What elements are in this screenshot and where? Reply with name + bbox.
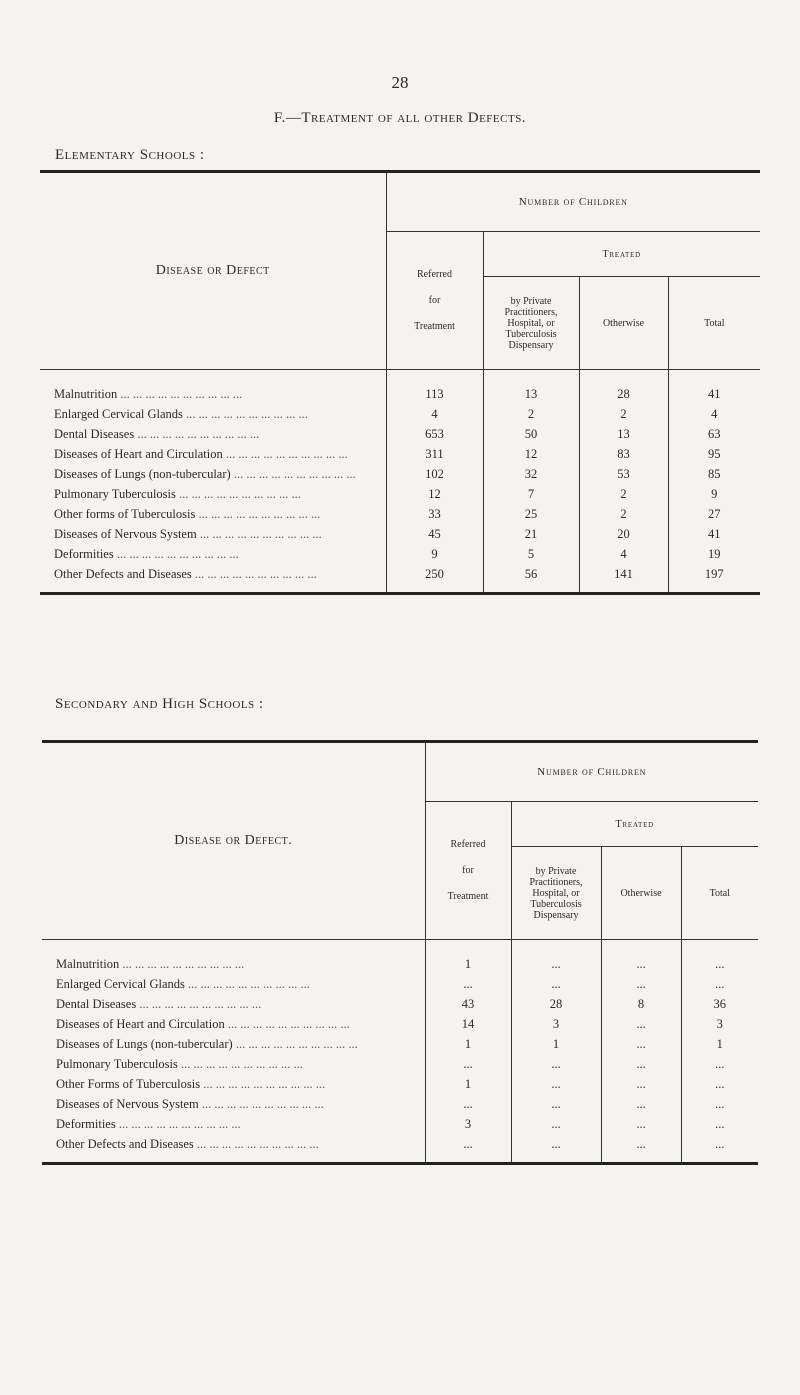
- spacer-cell: [511, 940, 601, 955]
- leader-dots: ... ... ... ... ... ... ... ... ... ...: [134, 426, 260, 441]
- table-row: [40, 564, 760, 584]
- disease-cell: [40, 444, 386, 464]
- total-cell: ...: [681, 954, 758, 974]
- private-cell: 7: [483, 484, 579, 504]
- table-row: [40, 444, 760, 464]
- private-label-line: by Private: [535, 865, 577, 877]
- otherwise-cell: 83: [579, 444, 668, 464]
- referred-cell: 12: [386, 484, 483, 504]
- for-label: for: [462, 864, 474, 876]
- leader-dots: ... ... ... ... ... ... ... ... ... ...: [230, 466, 356, 481]
- total-cell: 85: [668, 464, 760, 484]
- total-cell: ...: [681, 974, 758, 994]
- elementary-table-body: [40, 370, 760, 594]
- disease-cell: [42, 1034, 425, 1054]
- otherwise-cell: ...: [601, 954, 681, 974]
- otherwise-cell: 8: [601, 994, 681, 1014]
- treated-header: Treated: [483, 232, 760, 277]
- spacer-cell: [681, 940, 758, 955]
- referred-cell: 4: [386, 404, 483, 424]
- page-number: 28: [391, 73, 409, 92]
- leader-dots: ... ... ... ... ... ... ... ... ... ...: [182, 406, 308, 421]
- table-row: [42, 1094, 758, 1114]
- private-cell: 25: [483, 504, 579, 524]
- disease-cell: [40, 404, 386, 424]
- spacer-row: [40, 370, 760, 385]
- referred-cell: 9: [386, 544, 483, 564]
- table-row: [42, 954, 758, 974]
- disease-label: Other Defects and Diseases: [54, 566, 192, 581]
- disease-cell: [40, 384, 386, 404]
- elementary-schools-table: [40, 170, 760, 595]
- disease-label: Malnutrition: [54, 386, 118, 401]
- referred-cell: 1: [425, 1034, 511, 1054]
- disease-label: Enlarged Cervical Glands: [54, 406, 183, 421]
- disease-cell: [40, 464, 386, 484]
- table-row: [42, 974, 758, 994]
- spacer-row: [40, 584, 760, 594]
- leader-dots: ... ... ... ... ... ... ... ... ... ...: [198, 1096, 324, 1111]
- private-practitioners-header: [511, 847, 601, 940]
- number-of-children-header: Number of Children: [425, 742, 758, 802]
- disease-label: Dental Diseases: [56, 996, 137, 1011]
- total-cell: 4: [668, 404, 760, 424]
- private-label-line: Dispensary: [533, 909, 579, 921]
- total-cell: ...: [681, 1074, 758, 1094]
- spacer-cell: [386, 584, 483, 594]
- disease-cell: [40, 484, 386, 504]
- secondary-schools-table: [42, 740, 758, 1165]
- private-label-line: Practitioners,: [504, 306, 558, 318]
- table-row: [42, 1014, 758, 1034]
- disease-cell: [40, 524, 386, 544]
- otherwise-cell: 4: [579, 544, 668, 564]
- total-header: Total: [668, 277, 760, 370]
- private-cell: 32: [483, 464, 579, 484]
- table-row: [40, 544, 760, 564]
- private-cell: ...: [511, 1094, 601, 1114]
- disease-label: Other Forms of Tuberculosis: [56, 1076, 201, 1091]
- spacer-cell: [668, 370, 760, 385]
- disease-label: Diseases of Lungs (non-tubercular): [56, 1036, 233, 1051]
- total-cell: 1: [681, 1034, 758, 1054]
- leader-dots: ... ... ... ... ... ... ... ... ... ...: [193, 1136, 319, 1151]
- table-row: [40, 484, 760, 504]
- private-cell: 28: [511, 994, 601, 1014]
- spacer-cell: [42, 940, 425, 955]
- otherwise-cell: ...: [601, 1034, 681, 1054]
- disease-column-header: Disease or Defect.: [42, 742, 425, 940]
- private-label-line: Hospital, or: [507, 317, 555, 329]
- spacer-cell: [425, 940, 511, 955]
- otherwise-header: Otherwise: [601, 847, 681, 940]
- leader-dots: ... ... ... ... ... ... ... ... ... ...: [113, 546, 239, 561]
- private-cell: ...: [511, 1074, 601, 1094]
- otherwise-cell: ...: [601, 1054, 681, 1074]
- table-row: [40, 404, 760, 424]
- disease-label: Enlarged Cervical Glands: [56, 976, 185, 991]
- private-cell: ...: [511, 954, 601, 974]
- leader-dots: ... ... ... ... ... ... ... ... ... ...: [195, 506, 321, 521]
- leader-dots: ... ... ... ... ... ... ... ... ... ...: [115, 1116, 241, 1131]
- leader-dots: ... ... ... ... ... ... ... ... ... ...: [175, 486, 301, 501]
- total-cell: 27: [668, 504, 760, 524]
- spacer-cell: [579, 584, 668, 594]
- referred-cell: 653: [386, 424, 483, 444]
- spacer-cell: [601, 940, 681, 955]
- private-practitioners-header: [483, 277, 579, 370]
- referred-for-treatment-header: [425, 802, 511, 940]
- leader-dots: ... ... ... ... ... ... ... ... ... ...: [232, 1036, 358, 1051]
- private-cell: 5: [483, 544, 579, 564]
- disease-cell: [40, 544, 386, 564]
- private-cell: 3: [511, 1014, 601, 1034]
- spacer-cell: [681, 1154, 758, 1164]
- disease-label: Deformities: [54, 546, 114, 561]
- referred-cell: 43: [425, 994, 511, 1014]
- disease-label: Other Defects and Diseases: [56, 1136, 194, 1151]
- total-cell: 41: [668, 524, 760, 544]
- otherwise-cell: ...: [601, 1134, 681, 1154]
- private-cell: 13: [483, 384, 579, 404]
- disease-cell: [40, 564, 386, 584]
- spacer-cell: [601, 1154, 681, 1164]
- total-cell: 197: [668, 564, 760, 584]
- leader-dots: ... ... ... ... ... ... ... ... ... ...: [117, 386, 243, 401]
- disease-cell: [40, 424, 386, 444]
- referred-cell: ...: [425, 1054, 511, 1074]
- total-cell: ...: [681, 1114, 758, 1134]
- otherwise-cell: 2: [579, 404, 668, 424]
- total-cell: 36: [681, 994, 758, 1014]
- spacer-cell: [42, 1154, 425, 1164]
- leader-dots: ... ... ... ... ... ... ... ... ... ...: [222, 446, 348, 461]
- private-cell: 12: [483, 444, 579, 464]
- disease-label: Diseases of Heart and Circulation: [56, 1016, 225, 1031]
- spacer-cell: [511, 1154, 601, 1164]
- for-label: for: [428, 294, 441, 306]
- referred-for-treatment-header: [386, 232, 483, 370]
- elementary-schools-heading: Elementary Schools :: [55, 147, 205, 163]
- otherwise-cell: ...: [601, 974, 681, 994]
- private-cell: 50: [483, 424, 579, 444]
- leader-dots: ... ... ... ... ... ... ... ... ... ...: [184, 976, 310, 991]
- referred-cell: 45: [386, 524, 483, 544]
- spacer-cell: [40, 584, 386, 594]
- spacer-cell: [579, 370, 668, 385]
- spacer-cell: [425, 1154, 511, 1164]
- disease-cell: [40, 504, 386, 524]
- private-cell: 56: [483, 564, 579, 584]
- disease-cell: [42, 1054, 425, 1074]
- referred-cell: 250: [386, 564, 483, 584]
- referred-cell: ...: [425, 1094, 511, 1114]
- private-cell: 21: [483, 524, 579, 544]
- otherwise-cell: 20: [579, 524, 668, 544]
- table-row: [42, 1074, 758, 1094]
- otherwise-cell: 53: [579, 464, 668, 484]
- spacer-cell: [668, 584, 760, 594]
- private-cell: 2: [483, 404, 579, 424]
- total-cell: 19: [668, 544, 760, 564]
- leader-dots: ... ... ... ... ... ... ... ... ... ...: [224, 1016, 350, 1031]
- disease-label: Pulmonary Tuberculosis: [54, 486, 176, 501]
- table-row: [40, 384, 760, 404]
- total-header: Total: [681, 847, 758, 940]
- leader-dots: ... ... ... ... ... ... ... ... ... ...: [196, 526, 322, 541]
- disease-label: Deformities: [56, 1116, 116, 1131]
- disease-cell: [42, 1014, 425, 1034]
- otherwise-cell: ...: [601, 1094, 681, 1114]
- table-row: [40, 524, 760, 544]
- total-cell: 41: [668, 384, 760, 404]
- disease-cell: [42, 1114, 425, 1134]
- disease-cell: [42, 974, 425, 994]
- private-cell: ...: [511, 1134, 601, 1154]
- disease-label: Dental Diseases: [54, 426, 135, 441]
- referred-cell: 33: [386, 504, 483, 524]
- spacer-row: [42, 1154, 758, 1164]
- disease-cell: [42, 1074, 425, 1094]
- spacer-cell: [483, 584, 579, 594]
- number-of-children-header: Number of Children: [386, 172, 760, 232]
- spacer-cell: [483, 370, 579, 385]
- table-row: [40, 504, 760, 524]
- private-cell: ...: [511, 974, 601, 994]
- total-cell: ...: [681, 1134, 758, 1154]
- private-label-line: by Private: [510, 295, 552, 307]
- table-row: [42, 994, 758, 1014]
- otherwise-cell: ...: [601, 1014, 681, 1034]
- disease-cell: [42, 994, 425, 1014]
- disease-label: Malnutrition: [56, 956, 120, 971]
- otherwise-cell: 13: [579, 424, 668, 444]
- table-row: [42, 1134, 758, 1154]
- total-cell: 9: [668, 484, 760, 504]
- otherwise-cell: 28: [579, 384, 668, 404]
- disease-label: Diseases of Nervous System: [54, 526, 197, 541]
- leader-dots: ... ... ... ... ... ... ... ... ... ...: [177, 1056, 303, 1071]
- treatment-label: Treatment: [447, 890, 489, 902]
- leader-dots: ... ... ... ... ... ... ... ... ... ...: [136, 996, 262, 1011]
- treatment-label: Treatment: [414, 320, 455, 332]
- spacer-cell: [386, 370, 483, 385]
- otherwise-cell: ...: [601, 1074, 681, 1094]
- leader-dots: ... ... ... ... ... ... ... ... ... ...: [200, 1076, 326, 1091]
- disease-label: Diseases of Nervous System: [56, 1096, 199, 1111]
- disease-cell: [42, 954, 425, 974]
- spacer-row: [42, 940, 758, 955]
- otherwise-cell: 2: [579, 504, 668, 524]
- referred-cell: 113: [386, 384, 483, 404]
- table-row: [42, 1114, 758, 1134]
- referred-cell: 1: [425, 1074, 511, 1094]
- private-cell: ...: [511, 1114, 601, 1134]
- section-title: F.—Treatment of all other Defects.: [273, 110, 527, 126]
- secondary-schools-heading: Secondary and High Schools :: [55, 696, 264, 712]
- referred-label: Referred: [450, 838, 486, 850]
- private-cell: ...: [511, 1054, 601, 1074]
- total-cell: 63: [668, 424, 760, 444]
- total-cell: ...: [681, 1054, 758, 1074]
- treated-header: Treated: [511, 802, 758, 847]
- secondary-table-body: [42, 940, 758, 1164]
- table-row: [42, 1054, 758, 1074]
- disease-cell: [42, 1134, 425, 1154]
- private-label-line: Dispensary: [508, 339, 554, 351]
- private-label-line: Tuberculosis: [530, 898, 582, 910]
- otherwise-cell: ...: [601, 1114, 681, 1134]
- private-label-line: Practitioners,: [529, 876, 583, 888]
- table-row: [42, 1034, 758, 1054]
- disease-column-header: Disease or Defect: [40, 172, 386, 370]
- spacer-cell: [40, 370, 386, 385]
- table-row: [40, 424, 760, 444]
- total-cell: 3: [681, 1014, 758, 1034]
- referred-cell: ...: [425, 1134, 511, 1154]
- leader-dots: ... ... ... ... ... ... ... ... ... ...: [119, 956, 245, 971]
- private-cell: 1: [511, 1034, 601, 1054]
- disease-label: Diseases of Heart and Circulation: [54, 446, 223, 461]
- disease-label: Other forms of Tuberculosis: [54, 506, 196, 521]
- table-row: [40, 464, 760, 484]
- referred-cell: 102: [386, 464, 483, 484]
- otherwise-cell: 141: [579, 564, 668, 584]
- referred-cell: 14: [425, 1014, 511, 1034]
- private-label-line: Tuberculosis: [505, 328, 557, 340]
- referred-cell: ...: [425, 974, 511, 994]
- private-label-line: Hospital, or: [532, 887, 580, 899]
- referred-cell: 3: [425, 1114, 511, 1134]
- leader-dots: ... ... ... ... ... ... ... ... ... ...: [191, 566, 317, 581]
- referred-cell: 311: [386, 444, 483, 464]
- disease-cell: [42, 1094, 425, 1114]
- disease-label: Diseases of Lungs (non-tubercular): [54, 466, 231, 481]
- total-cell: 95: [668, 444, 760, 464]
- referred-cell: 1: [425, 954, 511, 974]
- otherwise-cell: 2: [579, 484, 668, 504]
- total-cell: ...: [681, 1094, 758, 1114]
- referred-label: Referred: [417, 268, 452, 280]
- disease-label: Pulmonary Tuberculosis: [56, 1056, 178, 1071]
- otherwise-header: Otherwise: [579, 277, 668, 370]
